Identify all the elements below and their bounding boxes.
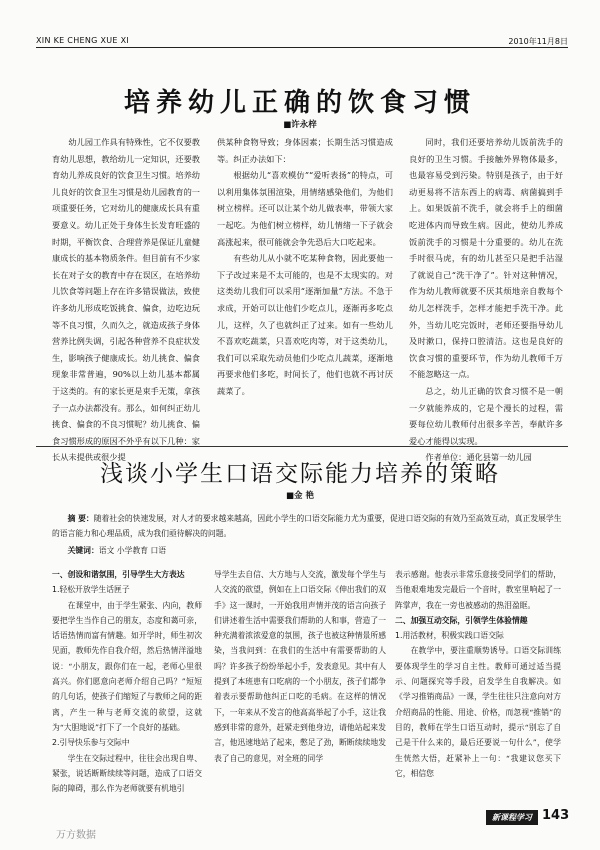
article2-keywords [52,544,562,558]
author-affiliation: 作者单位：通化县第一幼儿园 [425,452,532,463]
journal-pinyin: XIN KE CHENG XUE XI [36,36,130,45]
abstract-text: 随着社会的快速发展，对人才的要求越来越高，因此小学生的口语交际能力尤为重要，促进口语交际的有效乃至高效互动，真正发展学生的语言能力和心理品质，成为我们亟待解决的问题。 [52,514,562,538]
article2-paragraph: 学生在交际过程中，往往会出现自卑、紧张，说话断断续续等问题，造成了口语交际的障碍，那么作为老师就要有机地引 [52,753,202,794]
article2-paragraph: 在课堂中，由于学生紧张、内向，教师要把学生当作自己的朋友，态度和蔼可亲，话语热情而富有情趣。如开学时，师生初次见面，教师先作自我介绍，然后热情洋溢地说：“小朋友，跟你们在一起，老师心里很高兴。你们愿意向老师介绍自己吗？”短短的几句话，使孩子们缩短了与教师之间的距离，产生一种与老师交流的欲望，这就为“大胆地说”打下了一个良好的基础。 [52,600,202,732]
article2-paragraph: 在教学中，要注重顺势诱导。口语交际训练要体现学生的学习自主性。教师可通过适当提示、问题探究等手段，启发学生自我解决。如《学习推销商品》一课，学生往往只注意向对方介绍商品的性能、用途、价格，而忽视“推销”的目的，教师在学生口语互动时，提示“别忘了自己是干什么来的，最后还要说一句什么”，使学生恍然大悟，赶紧补上一句：“我建议您买下它，相信您 [395,646,561,778]
article1-column-2 [217,134,393,400]
article1-paragraph: 总之，幼儿正确的饮食习惯不是一朝一夕就能养成的，它是个漫长的过程，需要每位幼儿教师付出很多辛苦，奉献许多爱心才能得以实现。 [409,385,563,446]
subsection-heading: 1.用活教材，积极实践口语交际 [395,631,504,641]
subsection-heading: 1.轻松开放学生话匣子 [52,585,130,595]
keywords-text: 语文 小学教育 口语 [98,546,167,555]
article1-paragraph: 同时，我们还要培养幼儿饭前洗手的良好的卫生习惯。手接触外界物体最多，也最容易受到污染。特别是孩子，由于好动更易将不洁东西上的病毒、病菌搞到手上。如果饭前不洗手，就会将手上的细菌吃进体内而导致生病。因此，使幼儿养成饭前洗手的习惯是十分重要的。幼儿在洗手时很马虎，有的幼儿甚至只是把手沾湿了就说自己“洗干净了”。针对这种情况，作为幼儿教师就要不厌其烦地亲自教每个幼儿怎样洗手，怎样才能把手洗干净。此外，当幼儿吃完饭时，老师还要指导幼儿及时漱口，保持口腔清洁。这也是良好的饮食习惯的重要环节，作为幼儿教师千万不能忽略这一点。 [409,137,563,380]
article1-title: 培养幼儿正确的饮食习惯 [123,88,476,118]
article1-paragraph: 幼儿园工作具有特殊性，它不仅要教育幼儿思想，教给幼儿一定知识，还要教育幼儿养成良好的饮食卫生习惯。培养幼儿良好的饮食卫生习惯是幼儿园教育的一项重要任务，它对幼儿的健康成长具有重要意义。幼儿正处于身体生长发育旺盛的时期，平衡饮食、合理营养是保证儿童健康成长的基本物质条件。但目前有不少家长在对子女的教育中存在误区，在培养幼儿饮食等问题上存在许多错误做法，致使许多幼儿形成吃饭挑食、偏食，边吃边玩等不良习惯，久而久之，就造成孩子身体营养比例失调，引起各种营养不良症状发生，影响孩子健康成长。幼儿挑食、偏食现象非常普遍，90%以上幼儿基本都属于这类的。有的家长更是束手无策，拿孩子一点办法都没有。那么，如何纠正幼儿挑食、偏食的不良习惯呢？幼儿挑食、偏食习惯形成的原因不外乎有以下几种：家长从未提供或很少提 [52,137,200,463]
page-number: 143 [542,808,570,823]
issue-date: 2010年11月8日 [508,37,568,46]
article-divider [36,446,568,447]
article1-author: ■许永梓 [283,120,317,130]
keywords-label: 关键词： [67,546,99,555]
article2-column-1 [52,567,202,796]
article2-paragraph: 表示感谢。他表示非常乐意接受同学们的帮助，当他艰难地发完最后一个音时，教室里响起了一阵掌声，我在一旁也被感动的热泪盈眶。 [395,570,561,610]
article1-paragraph: 根据幼儿“喜欢模仿”“爱听表扬”的特点，可以利用集体氛围渲染，用情绪感染他们，为他们树立榜样。还可以让某个幼儿做表率，带领大家一起吃。为他们树立榜样，幼儿情绪一下子就会高涨起来，很可能就会争先恐后大口吃起来。 [217,170,393,247]
magazine-logo: 新课程学习 [486,810,538,825]
subsection-heading: 2.引导快乐参与交际中 [52,738,130,748]
article2-column-3 [395,567,561,781]
article1-paragraph: 有些幼儿从小就不吃某种食物，因此要他一下子改过来是不太可能的，也是不太现实的。对这类幼儿我们可以采用“逐渐加量”方法。不急于求成，开始可以让他们少吃点儿，逐渐再多吃点儿，这样，久了也就纠正了过来。如有一些幼儿不喜欢吃蔬菜，只喜欢吃肉等，对于这类幼儿，我们可以采取先动员他们少吃点儿蔬菜，逐渐地再要求他们多吃，时间长了，他们也就不再讨厌蔬菜了。 [217,253,393,396]
section-heading: 二、加强互动交际，引领学生体验情趣 [395,615,528,625]
article2-title: 浅谈小学生口语交际能力培养的策略 [100,461,500,487]
page-header [36,22,568,48]
article2-abstract [52,512,562,541]
article2-column-2 [214,567,386,766]
section-heading: 一、创设和谐氛围，引导学生大方表达 [52,570,185,579]
article1-paragraph: 供某种食物导致；身体因素；长期生活习惯造成等。纠正办法如下： [217,137,393,164]
article1-column-3 [409,134,563,466]
database-watermark: 万方数据 [56,830,96,841]
article2-author: ■金 艳 [286,491,314,501]
article2-paragraph: 导学生去自信、大方地与人交流，激发每个学生与人交流的欲望，例如在上口语交际《伸出我们的双手》这一课时，一开始我用声情并茂的语言向孩子们讲述着生活中需要我们帮助的人和事，营造了一种充满着浓浓爱意的氛围，孩子也被这种情景所感染，当我问到：在我们的生活中有需要帮助的人吗？许多孩子纷纷举起小手，发表意见。其中有人提到了本班患有口吃病的一个小朋友，孩子们都争着表示要帮助他纠正口吃的毛病。在这样的情况下，一年来从不发言的他高高举起了小手，这让我感到非常的意外，赶紧走到他身边，请他站起来发言，他迅速地站了起来，憋足了劲，断断续续地发表了自己的意见，对全班的同学 [214,570,386,763]
article1-column-1 [52,134,200,466]
abstract-label: 摘 要： [67,514,94,523]
